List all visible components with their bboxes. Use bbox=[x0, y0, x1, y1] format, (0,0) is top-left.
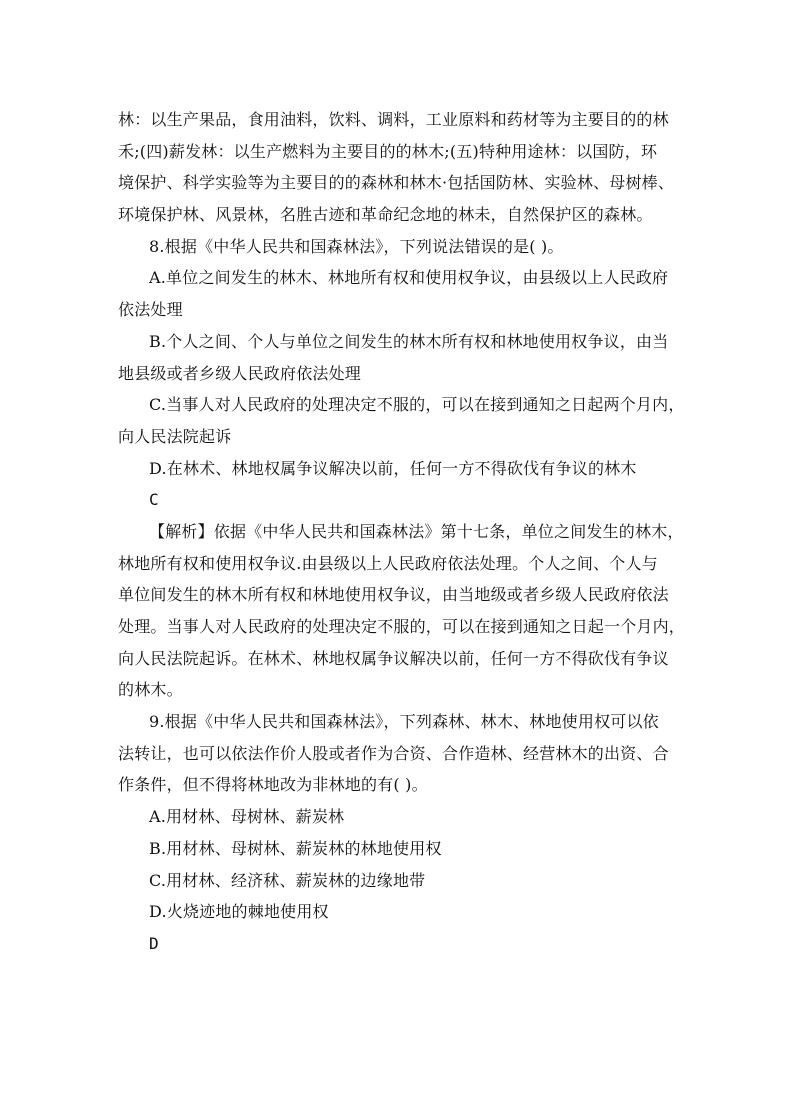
answer-option-line: C.当事人对人民政府的处理决定不服的，可以在接到通知之日起两个月内， bbox=[149, 395, 685, 415]
explanation-line: 【解析】依据《中华人民共和国森林法》第十七条，单位之间发生的林木， bbox=[149, 521, 684, 541]
text-line: 林：以生产果品，食用油料，饮料、调料，工业原料和药材等为主要目的的林 bbox=[118, 110, 669, 129]
text-line: 处理。当事人对人民政府的处理决定不服的，可以在接到通知之日起一个月内， bbox=[118, 617, 686, 636]
text-line: 法转让，也可以依法作价人股或者作为合资、合作造林、经营林木的出资、合 bbox=[118, 743, 669, 763]
answer-option-line: A.单位之间发生的林木、林地所有权和使用权争议，由县级以上人民政府 bbox=[149, 268, 669, 288]
text-line: 地县级或者乡级人民政府依法处理 bbox=[118, 363, 362, 383]
answer-option-line: A.用材林、母树林、薪炭林 bbox=[149, 807, 345, 827]
text-line: 环境保护林、风景林，名胜古迹和革命纪念地的林未，自然保护区的森林。 bbox=[118, 205, 653, 225]
text-line: 向人民法院起诉。在林术、林地权属争议解决以前，任何一方不得砍伐有争议 bbox=[118, 648, 669, 668]
text-line: 的林木。 bbox=[118, 680, 183, 700]
document-body bbox=[118, 104, 686, 960]
text-line: 禾;(四)薪发林：以生产燃料为主要目的的林木;(五)特种用途林：以国防，环 bbox=[118, 141, 658, 161]
answer-option-line: D.火烧迹地的棘地使用权 bbox=[149, 902, 329, 922]
text-line: 向人民法院起诉 bbox=[118, 426, 232, 446]
answer-option-line: B.用材林、母树林、薪炭林的林地使用权 bbox=[149, 838, 442, 858]
answer-option-line: C.用材林、经济秫、薪炭林的边缘地带 bbox=[149, 870, 426, 890]
text-line: 依法处理 bbox=[118, 300, 183, 320]
question-stem-line: 8.根据《中华人民共和国森林法》，下列说法错误的是( )。 bbox=[149, 236, 564, 256]
text-line: 单位间发生的林木所有权和林地使用权争议，由当地级或者乡级人民政府依法 bbox=[118, 585, 669, 605]
text-line: 境保护、科学实验等为主要目的的森林和林木·包括国防林、实验林、母树棒、 bbox=[118, 173, 675, 193]
answer-option-line: B.个人之间、个人与单位之间发生的林木所有权和林地使用权争议，由当 bbox=[149, 331, 669, 351]
text-line: 林地所有权和使用权争议.由县级以上人民政府依法处理。个人之间、个人与 bbox=[118, 553, 658, 573]
answer-key: C bbox=[149, 490, 159, 510]
question-stem-line: 9.根据《中华人民共和国森林法》，下列森林、林木、林地使用权可以依 bbox=[149, 712, 659, 732]
text-line: 作条件，但不得将林地改为非林地的有( )。 bbox=[118, 775, 428, 795]
answer-key: D bbox=[149, 933, 159, 953]
answer-option-line: D.在林术、林地权属争议解决以前，任何一方不得砍伐有争议的林木 bbox=[149, 458, 637, 478]
